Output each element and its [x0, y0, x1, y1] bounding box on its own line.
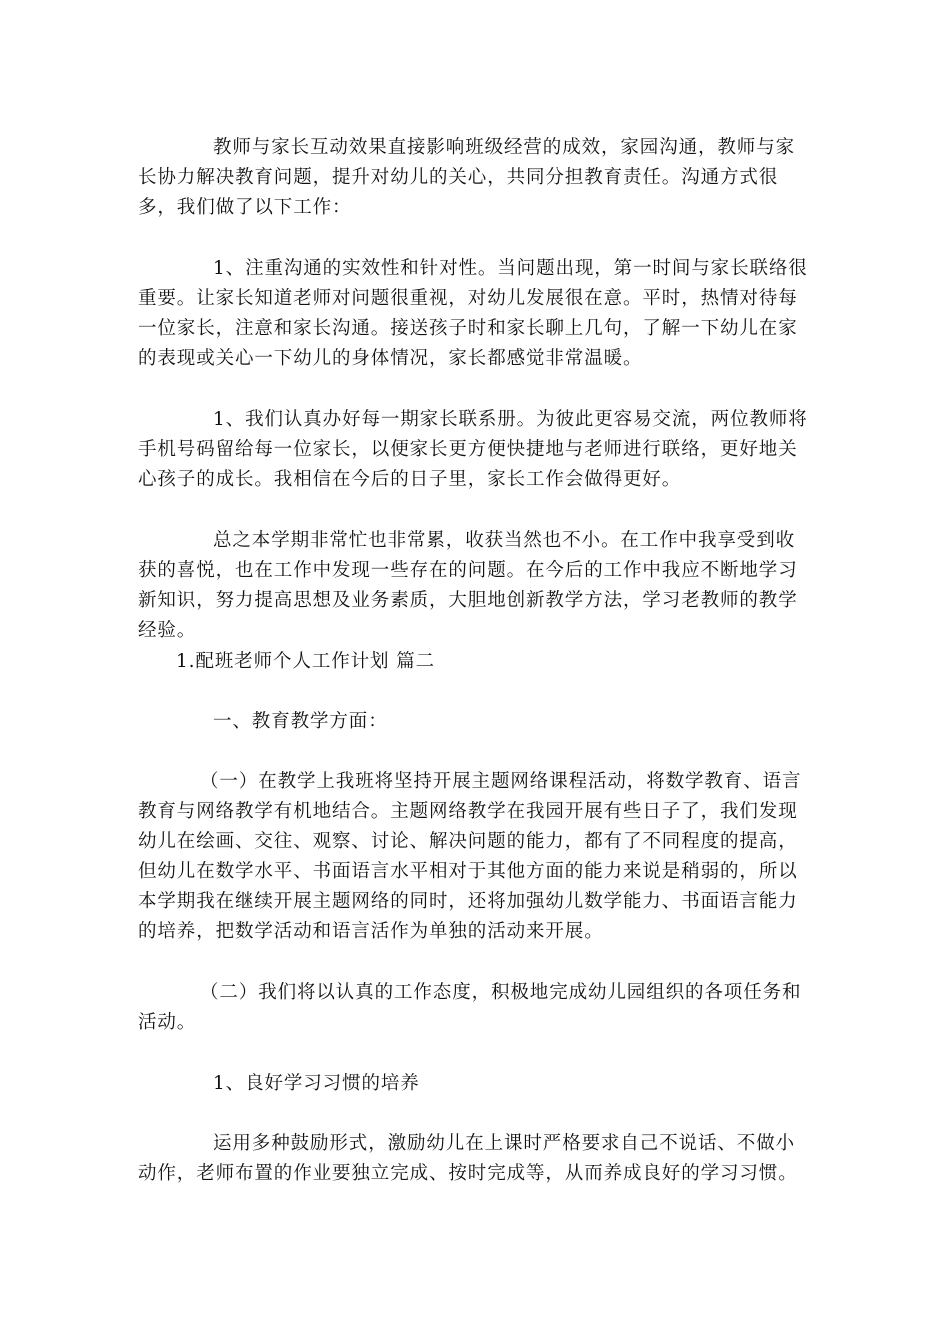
paragraph-home-school-communication: 教师与家长互动效果直接影响班级经营的成效，家园沟通，教师与家长协力解决教育问题，提升对幼儿的关心，共同分担教育责任。沟通方式很多，我们做了以下工作：: [138, 137, 796, 218]
paragraph-targeted-communication: 1、注重沟通的实效性和针对性。当问题出现，第一时间与家长联络很重要。让家长知道老师对问题很重视，对幼儿发展很在意。平时，热情对待每一位家长，注意和家长沟通。接送孩子时和家长聊上几句，了解一下幼儿在家的表现或关心一下幼儿的身体情况，家长都感觉非常温暖。: [138, 258, 808, 369]
section-heading-teaching: 一、教育教学方面：: [213, 711, 388, 732]
paragraph-semester-summary: 总之本学期非常忙也非常累，收获当然也不小。在工作中我享受到收获的喜悦，也在工作中发现一些存在的问题。在今后的工作中我应不断地学习新知识，努力提高思想及业务素质，大胆地创新教学方法，学习老教师的教学经验。: [138, 530, 798, 641]
paragraph-theme-network-teaching: （一）在教学上我班将坚持开展主题网络课程活动，将数学教育、语言教育与网络教学有机地结合。主题网络教学在我园开展有些日子了，我们发现幼儿在绘画、交往、观察、讨论、解决问题的能力，都有了不同程度的提高，但幼儿在数学水平、书面语言水平相对于其他方面的能力来说是稍弱的，所以本学期我在继续开展主题网络的同时，还将加强幼儿数学能力、书面语言能力的培养，把数学活动和语言活作为单独的活动来开展。: [138, 771, 802, 942]
paragraph-contact-book: 1、我们认真办好每一期家长联系册。为彼此更容易交流，两位教师将手机号码留给每一位家长，以便家长更方便快捷地与老师进行联络，更好地关心孩子的成长。我相信在今后的日子里，家长工作会做得更好。: [138, 409, 808, 490]
subheading-study-habits: 1、良好学习习惯的培养: [213, 1073, 420, 1094]
paragraph-work-attitude: （二）我们将以认真的工作态度，积极地完成幼儿园组织的各项任务和活动。: [138, 982, 802, 1033]
paragraph-encouragement: 运用多种鼓励形式，激励幼儿在上课时严格要求自己不说话、不做小动作，老师布置的作业要独立完成、按时完成等，从而养成良好的学习习惯。: [138, 1133, 798, 1184]
section-title-work-plan: 1.配班老师个人工作计划 篇二: [176, 651, 436, 672]
